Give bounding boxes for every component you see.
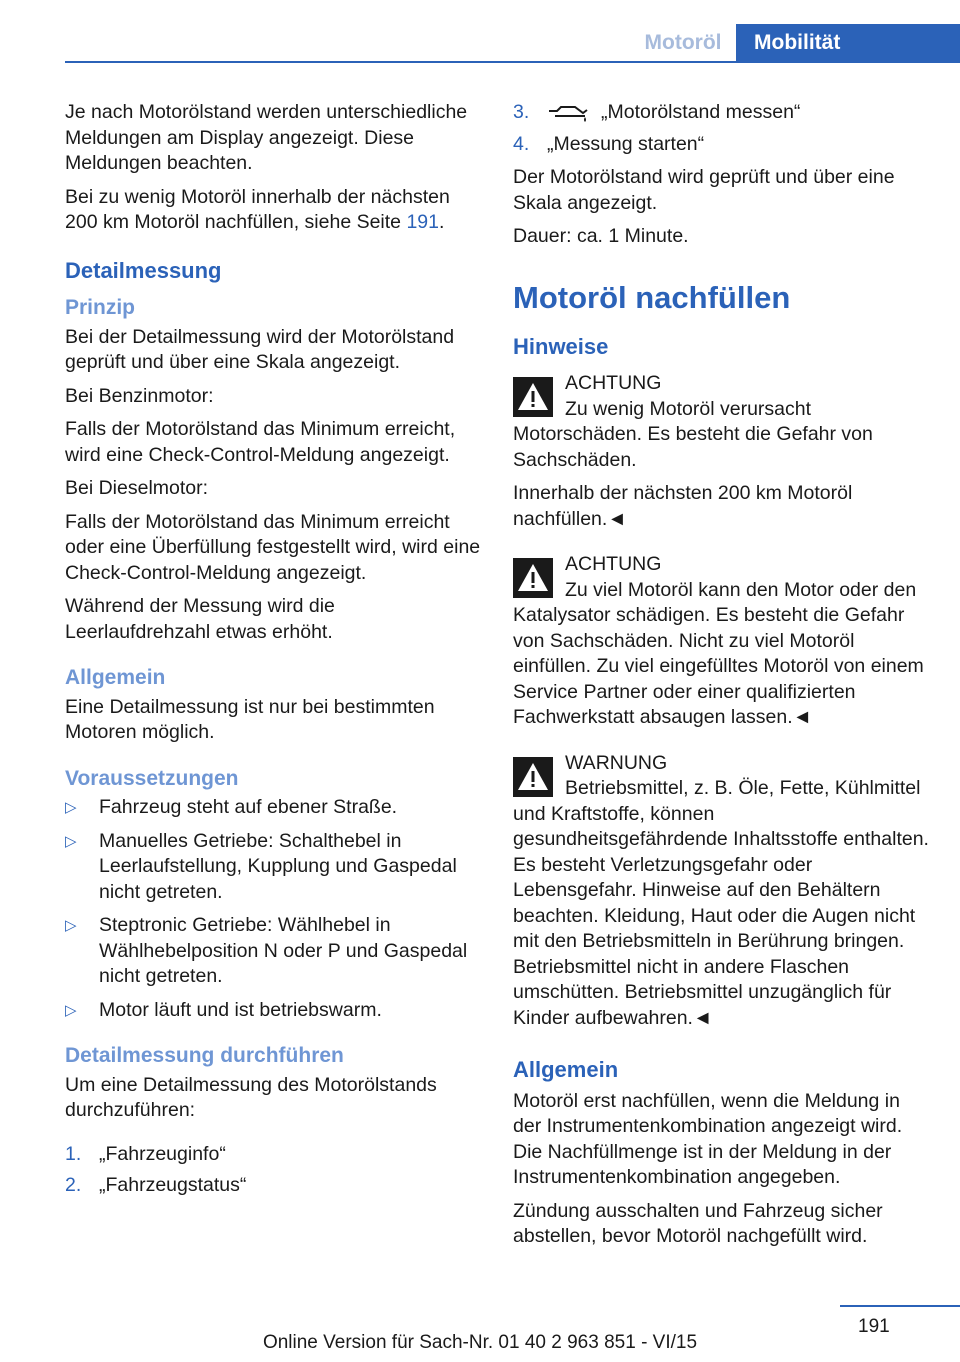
triangle-bullet-icon: ▷ — [65, 832, 77, 850]
list-item: 3. „Motorölstand messen“ — [513, 101, 801, 123]
allgemein-text-left: Eine Detailmessung ist nur bei bestimmten Motoren möglich. — [65, 695, 435, 743]
intro-paragraph-2: Bei zu wenig Motoröl innerhalb der nächsten 200 km Motoröl nachfüllen, siehe Seite 191. — [65, 185, 450, 233]
warning-text: Betriebsmittel, z. B. Öle, Fette, Kühlmittel und Kraftstoffe, können gesundheitsgefährdende Inhaltsstoffe enthalten. Es besteht Verletzungsgefahr oder Lebensgefahr. Hinweise auf den Behältern beachten. Kleidung, Haut oder die Augen nicht mit den Betriebsmitteln in Berührung bringen. Betriebsmittel nicht in andere Flaschen umschütten. Betriebsmittel unzugänglich für Kinder aufbewahren.◄ — [513, 777, 929, 1029]
warning-box-3 — [513, 751, 931, 1032]
allgemein-text-right-1: Motoröl erst nachfüllen, wenn die Meldung in der Instrumentenkombination angezeigt wird. Die Nachfüllmenge ist in der Meldung in der Instrumentenkombination angegeben. — [513, 1089, 903, 1188]
diesel-text: Falls der Motorölstand das Minimum erreicht oder eine Überfüllung festgestellt wird, wird eine Check-Control-Meldung angezeigt. — [65, 510, 481, 584]
list-item: ▷ Steptronic Getriebe: Wählhebel in Wählhebelposition N oder P und Gaspedal nicht getreten. — [65, 914, 468, 987]
result-text: Der Motorölstand wird geprüft und über eine Skala angezeigt. — [513, 166, 895, 214]
intro-paragraph: Je nach Motorölstand werden unterschiedliche Meldungen am Display angezeigt. Diese Meldungen beachten. — [65, 101, 468, 174]
header-rule — [65, 61, 960, 63]
heading-hinweise: Hinweise — [513, 333, 609, 359]
heading-voraussetzungen: Voraussetzungen — [65, 766, 239, 790]
tab-motoroel[interactable]: Motoröl — [644, 31, 722, 54]
benzin-label: Bei Benzinmotor: — [65, 384, 214, 407]
heading-motoroel-nachfuellen: Motoröl nachfüllen — [513, 279, 791, 315]
list-item: ▷ Manuelles Getriebe: Schalthebel in Leerlaufstellung, Kupplung und Gaspedal nicht getreten. — [65, 829, 457, 903]
triangle-bullet-icon: ▷ — [65, 799, 77, 816]
page-number: 191 — [858, 1316, 890, 1337]
heading-allgemein-right: Allgemein — [513, 1057, 619, 1082]
voraussetzungen-list — [65, 795, 481, 1023]
list-item: 4. „Messung starten“ — [513, 132, 705, 155]
diesel-label: Bei Dieselmotor: — [65, 477, 209, 499]
warning-text: Zu wenig Motoröl verursacht Motorschäden. Es besteht die Gefahr von Sachschäden. — [513, 397, 873, 471]
warning-text: Zu viel Motoröl kann den Motor oder den Katalysator schädigen. Es besteht die Gefahr von Sachschäden. Nicht zu viel Motoröl einfüllen. Zu viel eingefülltes Motoröl von einem Service Partner oder einer qualifizierten Fachwerkstatt absaugen lassen.◄ — [513, 578, 924, 728]
heading-durchfuehren: Detailmessung durchführen — [65, 1044, 344, 1067]
warning-title: ACHTUNG — [565, 553, 662, 575]
list-item: 1. „Fahrzeuginfo“ — [65, 1142, 226, 1165]
warning-box-1 — [513, 371, 931, 532]
triangle-bullet-icon: ▷ — [65, 1001, 77, 1019]
list-item: ▷ Motor läuft und ist betriebswarm. — [65, 998, 481, 1024]
messung-text: Während der Messung wird die Leerlaufdrehzahl etwas erhöht. — [65, 595, 335, 643]
allgemein-text-right-2: Zündung ausschalten und Fahrzeug sicher abstellen, bevor Motoröl nachgefüllt wird. — [513, 1199, 883, 1247]
page-link-191[interactable]: 191 — [406, 211, 439, 233]
steps-list-right — [513, 100, 931, 157]
prinzip-text: Bei der Detailmessung wird der Motorölstand geprüft und über eine Skala angezeigt. — [65, 325, 455, 373]
benzin-text: Falls der Motorölstand das Minimum erreicht, wird eine Check-Control-Meldung angezeigt. — [65, 418, 456, 466]
online-version-note: Online Version für Sach-Nr. 01 40 2 963 851 - VI/15 — [262, 1332, 698, 1353]
oil-dipstick-icon — [547, 103, 589, 123]
heading-detailmessung: Detailmessung — [65, 257, 222, 283]
durchfuehren-text: Um eine Detailmessung des Motorölstands durchzuführen: — [65, 1073, 437, 1121]
triangle-bullet-icon: ▷ — [65, 917, 77, 934]
tab-mobilitaet[interactable]: Mobilität — [736, 24, 960, 62]
warning-title: ACHTUNG — [565, 372, 662, 394]
footer-rule — [840, 1305, 960, 1307]
warning-box-2 — [513, 552, 931, 731]
right-column — [513, 100, 931, 1258]
steps-list-left — [65, 1142, 481, 1199]
left-column — [65, 100, 481, 1207]
list-item: 2. „Fahrzeugstatus“ — [65, 1174, 247, 1196]
warning-title: WARNUNG — [565, 751, 668, 774]
dauer-text: Dauer: ca. 1 Minute. — [513, 225, 689, 247]
warning-text-2: Innerhalb der nächsten 200 km Motoröl nachfüllen.◄ — [513, 482, 853, 530]
list-item: ▷ Fahrzeug steht auf ebener Straße. — [65, 795, 481, 821]
heading-allgemein-left: Allgemein — [65, 666, 166, 689]
heading-prinzip: Prinzip — [65, 296, 136, 319]
